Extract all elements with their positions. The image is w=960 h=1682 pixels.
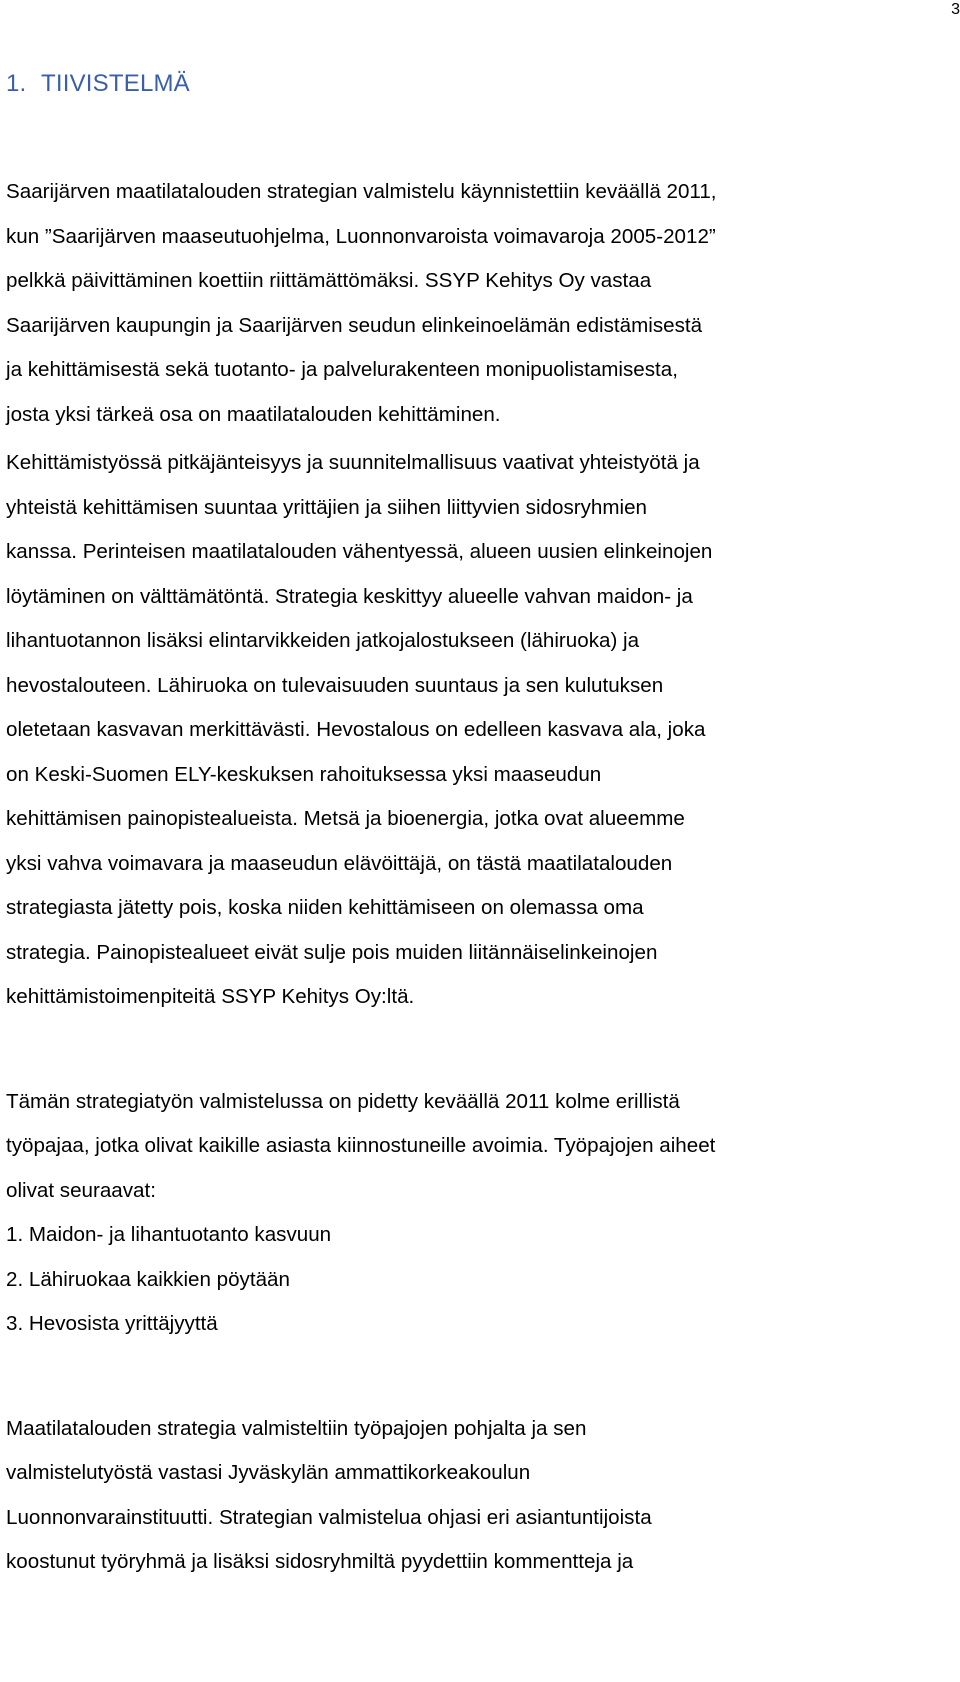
text-line: yksi vahva voimavara ja maaseudun elävöittäjä, on tästä maatilatalouden (6, 851, 673, 875)
section-heading (6, 68, 190, 100)
text-line: oletetaan kasvavan merkittävästi. Hevostalous on edelleen kasvava ala, joka (6, 718, 706, 741)
paragraph-closing (6, 1407, 956, 1585)
text-line: hevostalouteen. Lähiruoka on tulevaisuuden suuntaus ja sen kulutuksen (6, 673, 664, 697)
section-title: TIIVISTELMÄ (41, 70, 190, 97)
text-line: löytäminen on välttämätöntä. Strategia keskittyy alueelle vahvan maidon- ja (6, 584, 693, 608)
text-line: yhteistä kehittämisen suuntaa yrittäjien ja siihen liittyvien sidosryhmien (6, 495, 648, 519)
list-item: 1. Maidon- ja lihantuotanto kasvuun (6, 1223, 332, 1246)
text-line: kehittämistoimenpiteitä SSYP Kehitys Oy:ltä. (6, 985, 415, 1008)
text-line: Saarijärven maatilatalouden strategian valmistelu käynnistettiin keväällä 2011, (6, 180, 717, 203)
text-line: Luonnonvarainstituutti. Strategian valmistelua ohjasi eri asiantuntijoista (6, 1505, 652, 1529)
paragraph-development (6, 441, 956, 1020)
text-line: valmistelutyöstä vastasi Jyväskylän ammattikorkeakoulun (6, 1461, 531, 1484)
list-item: 3. Hevosista yrittäjyyttä (6, 1312, 218, 1335)
page-number: 3 (951, 1, 960, 18)
text-line: josta yksi tärkeä osa on maatilatalouden kehittäminen. (6, 402, 501, 426)
paragraph-workshops-intro (6, 1080, 956, 1214)
text-line: Kehittämistyössä pitkäjänteisyys ja suunnitelmallisuus vaativat yhteistyötä ja (6, 451, 700, 474)
text-line: strategia. Painopistealueet eivät sulje pois muiden liitännäiselinkeinojen (6, 940, 658, 964)
text-line: kanssa. Perinteisen maatilatalouden vähentyessä, alueen uusien elinkeinojen (6, 540, 713, 563)
text-line: ja kehittämisestä sekä tuotanto- ja palvelurakenteen monipuolistamisesta, (6, 358, 678, 381)
text-line: kun ”Saarijärven maaseutuohjelma, Luonnonvaroista voimavaroja 2005-2012” (6, 224, 716, 248)
text-line: Saarijärven kaupungin ja Saarijärven seudun elinkeinoelämän edistämisestä (6, 313, 703, 337)
text-line: on Keski-Suomen ELY-keskuksen rahoituksessa yksi maaseudun (6, 762, 602, 786)
text-line: Tämän strategiatyön valmistelussa on pidetty keväällä 2011 kolme erillistä (6, 1089, 680, 1113)
text-line: Maatilatalouden strategia valmisteltiin työpajojen pohjalta ja sen (6, 1416, 587, 1440)
text-line: strategiasta jätetty pois, koska niiden kehittämiseen on olemassa oma (6, 896, 644, 919)
workshop-list (6, 1213, 956, 1347)
text-line: koostunut työryhmä ja lisäksi sidosryhmiltä pyydettiin kommentteja ja (6, 1550, 634, 1573)
section-number: 1. (6, 70, 27, 97)
document-body (6, 170, 956, 1585)
text-line: lihantuotannon lisäksi elintarvikkeiden jatkojalostukseen (lähiruoka) ja (6, 629, 640, 652)
paragraph-intro (6, 170, 956, 437)
text-line: olivat seuraavat: (6, 1178, 156, 1202)
text-line: pelkkä päivittäminen koettiin riittämättömäksi. SSYP Kehitys Oy vastaa (6, 269, 652, 292)
list-item: 2. Lähiruokaa kaikkien pöytään (6, 1267, 290, 1291)
text-line: kehittämisen painopistealueista. Metsä ja bioenergia, jotka ovat alueemme (6, 807, 685, 830)
text-line: työpajaa, jotka olivat kaikille asiasta kiinnostuneille avoimia. Työpajojen aiheet (6, 1134, 716, 1157)
